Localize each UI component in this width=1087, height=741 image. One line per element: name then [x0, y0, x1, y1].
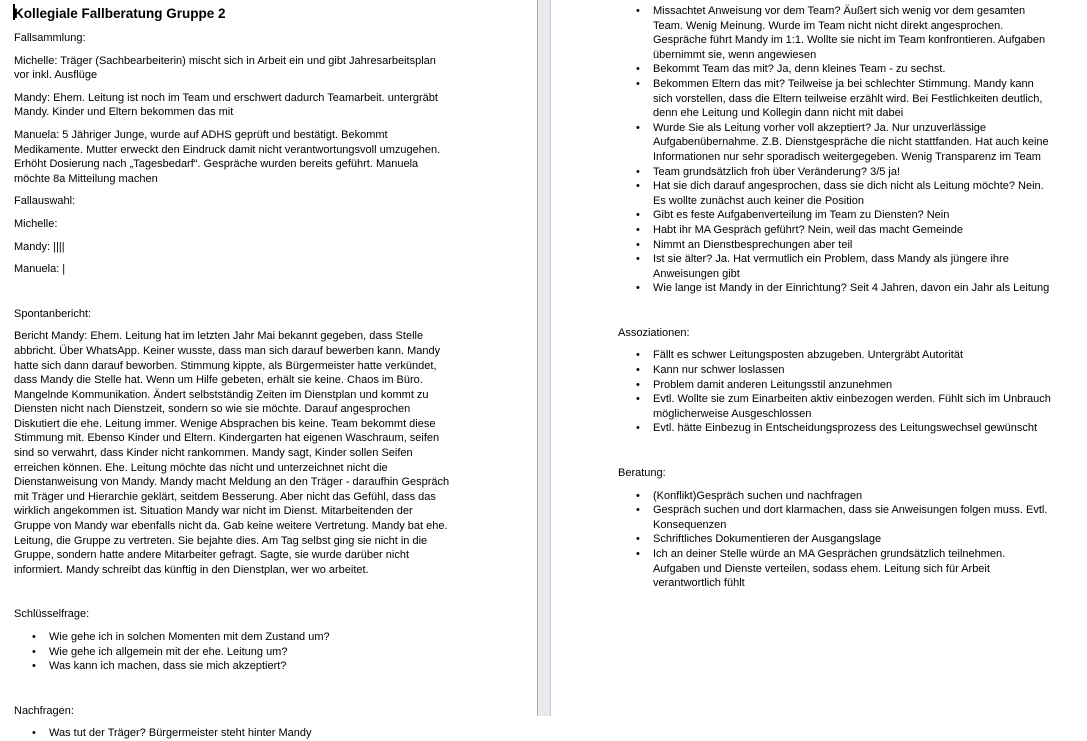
- fallsammlung-heading: Fallsammlung:: [14, 32, 86, 44]
- document-page-left[interactable]: [0, 0, 537, 740]
- blank-line: [14, 682, 450, 696]
- list-item: • Team grundsätzlich froh über Veränderung? 3/5 ja!: [653, 165, 1054, 180]
- list-item: • Bekommt Team das mit? Ja, denn kleines Team - zu sechst.: [653, 62, 1054, 77]
- schluesselfrage-heading: Schlüsselfrage:: [14, 608, 90, 621]
- spontanbericht-heading: Spontanbericht:: [14, 307, 92, 320]
- schluesselfrage-list: [14, 630, 450, 674]
- assoziationen-heading: Assoziationen:: [618, 326, 690, 339]
- paragraph-mandy: Mandy: Ehem. Leitung ist noch im Team und erschwert dadurch Teamarbeit. untergräbt Mandy. Kinder und Eltern bekommen das mit: [14, 91, 438, 119]
- page-title: Kollegiale Fallberatung Gruppe 2: [14, 6, 226, 21]
- list-item: • Ist sie älter? Ja. Hat vermutlich ein Problem, dass Mandy als jüngere ihre Anweisungen gibt: [653, 252, 1054, 281]
- blank-line: [14, 285, 450, 299]
- list-item: • Ich an deiner Stelle würde an MA Gesprächen grundsätzlich teilnehmen. Aufgaben und Dienste verteilen, sodass ehem. Leitung sich für Arbeit verantwortlich fühlt: [653, 547, 1054, 591]
- list-item: • Wurde Sie als Leitung vorher voll akzeptiert? Ja. Nur unzuverlässige Aufgabenübernahme. Z.B. Dienstgespräche die nicht stattfanden. Hat auch keine Informationen nur sehr sporadisch weitergegeben. Wenig Transparenz im Team: [653, 121, 1054, 165]
- list-item: • Hat sie dich darauf angesprochen, dass sie dich nicht als Leitung möchte? Nein. Es wollte zunächst auch keiner die Position: [653, 179, 1054, 208]
- list-item: • Schriftliches Dokumentieren der Ausgangslage: [653, 532, 1054, 547]
- list-item: • Wie gehe ich in solchen Momenten mit dem Zustand um?: [49, 630, 450, 645]
- list-item: • Kann nur schwer loslassen: [653, 363, 1054, 378]
- list-item: • Fällt es schwer Leitungsposten abzugeben. Untergräbt Autorität: [653, 348, 1054, 363]
- list-item: • Bekommen Eltern das mit? Teilweise ja bei schlechter Stimmung. Mandy kann sich vorstellen, dass die Eltern teilweise erzählt wird. Bei Festlichkeiten deutlich, denn ehe Leitung und Kollegin dann nicht mit dabei: [653, 77, 1054, 121]
- vote-tally-mandy: Mandy: ||||: [14, 240, 65, 253]
- beratung-list: [618, 489, 1054, 591]
- blank-line: [14, 585, 450, 599]
- assoziationen-list: [618, 348, 1054, 436]
- nachfragen-list: [14, 726, 450, 741]
- vote-tally-michelle: Michelle:: [14, 217, 58, 230]
- fallauswahl-heading: Fallauswahl:: [14, 195, 76, 208]
- paragraph-michelle: Michelle: Träger (Sachbearbeiterin) mischt sich in Arbeit ein und gibt Jahresarbeitsplan vor inkl. Ausflüge: [14, 54, 436, 82]
- nachfragen-heading: Nachfragen:: [14, 704, 74, 717]
- list-item: • Was tut der Träger? Bürgermeister steht hinter Mandy: [49, 726, 450, 741]
- list-item: • Wie gehe ich allgemein mit der ehe. Leitung um?: [49, 645, 450, 660]
- blank-line: [618, 444, 1054, 458]
- page-right-content: [618, 4, 1054, 591]
- list-item: • Evtl. Wollte sie zum Einarbeiten aktiv einbezogen werden. Fühlt sich im Unbrauch möglicherweise Ausgeschlossen: [653, 392, 1054, 421]
- list-item: • Nimmt an Dienstbesprechungen aber teil: [653, 238, 1054, 253]
- list-item: • (Konflikt)Gespräch suchen und nachfragen: [653, 489, 1054, 504]
- page-left-content: [14, 5, 450, 741]
- paragraph-manuela: Manuela: 5 Jähriger Junge, wurde auf ADHS geprüft und bestätigt. Bekommt Medikamente. Mutter erweckt den Eindruck damit nicht verantwortungsvoll umzugehen. Erhöht Dosierung nach „Tagesbedarf“. Gespräche wurden bereits geführt. Manuela möchte 8a Mitteilung machen: [14, 128, 441, 185]
- list-item: • Was kann ich machen, dass sie mich akzeptiert?: [49, 659, 450, 674]
- nachfragen-continued-list: [618, 4, 1054, 296]
- list-item: • Wie lange ist Mandy in der Einrichtung? Seit 4 Jahren, davon ein Jahr als Leitung: [653, 281, 1054, 296]
- list-item: • Evtl. hätte Einbezug in Entscheidungsprozess des Leitungswechsel gewünscht: [653, 421, 1054, 436]
- list-item: • Habt ihr MA Gespräch geführt? Nein, weil das macht Gemeinde: [653, 223, 1054, 238]
- text-cursor: [13, 4, 15, 20]
- list-item: • Gibt es feste Aufgabenverteilung im Team zu Diensten? Nein: [653, 208, 1054, 223]
- list-item: • Problem damit anderen Leitungsstil anzunehmen: [653, 378, 1054, 393]
- paragraph-bericht-mandy: Bericht Mandy: Ehem. Leitung hat im letzten Jahr Mai bekannt gegeben, dass Stelle abbricht. Über WhatsApp. Keiner wusste, dass man sich darauf bewerben kann. Mandy hatte sich dann darauf beworben. Stimmung kippte, als Bürgermeister hatte verkündet, dass Mandy die Stelle hat. Wenn um Hilfe gebeten, erhält sie keine. Chaos im Büro. Mangelnde Kommunikation. Ändert selbstständig Zeiten im Dienstplan und kommt zu Diensten nicht nach Dienstzeit, sondern so wie sie möchte. Darauf angesprochen Diskutiert die ehe. Leitung immer. Wenige Absprachen bis keine. Team bekommt diese Stimmung mit. Ebenso Kinder und Eltern. Kindergarten hat eigenen Waschraum, seifen sind so verwahrt, dass Kinder nicht rankommen. Mandy sagt, Kinder sollen Seifen erreichen können. Ehe. Leitung möchte das nicht und unterzeichnet nicht die Dienstanweisung von Mandy. Mandy macht Meldung an den Träger - daraufhin Gespräch mit Träger und Hierarchie geklärt, seitdem Besserung. Aber nicht das Gefühl, dass das wirklich angekommen ist. Situation Mandy war nicht im Dienst. Mitarbeitenden der Gruppe von Mandy war ebenfalls nicht da. Gab keine weitere Vertretung. Mandy bat ehe. Leitung, die Gruppe zu vertreten. Sie bejahte dies. Am Tag selbst ging sie nicht in die Gruppe, sondern hatte andere Mitarbeiter gefragt. Sagte, sie wurde darüber nicht informiert. Mandy schreibt das künftig in den Dienstplan, wer wo arbeitet.: [14, 330, 450, 576]
- blank-line: [618, 304, 1054, 318]
- vote-tally-manuela: Manuela: |: [14, 263, 66, 276]
- list-item: • Gespräch suchen und dort klarmachen, dass sie Anweisungen folgen muss. Evtl. Konsequenzen: [653, 503, 1054, 532]
- beratung-heading: Beratung:: [618, 467, 666, 480]
- list-item: • Missachtet Anweisung vor dem Team? Äußert sich wenig vor dem gesamten Team. Wenig Meinung. Wurde im Team nicht nicht direkt angesprochen. Gespräche führt Mandy im 1:1. Wollte sie nicht im Team konfrontieren. Aufgaben übernimmt sie, wenn angewiesen: [653, 4, 1054, 62]
- page-gutter: [537, 0, 551, 716]
- document-page-right[interactable]: [551, 0, 1087, 716]
